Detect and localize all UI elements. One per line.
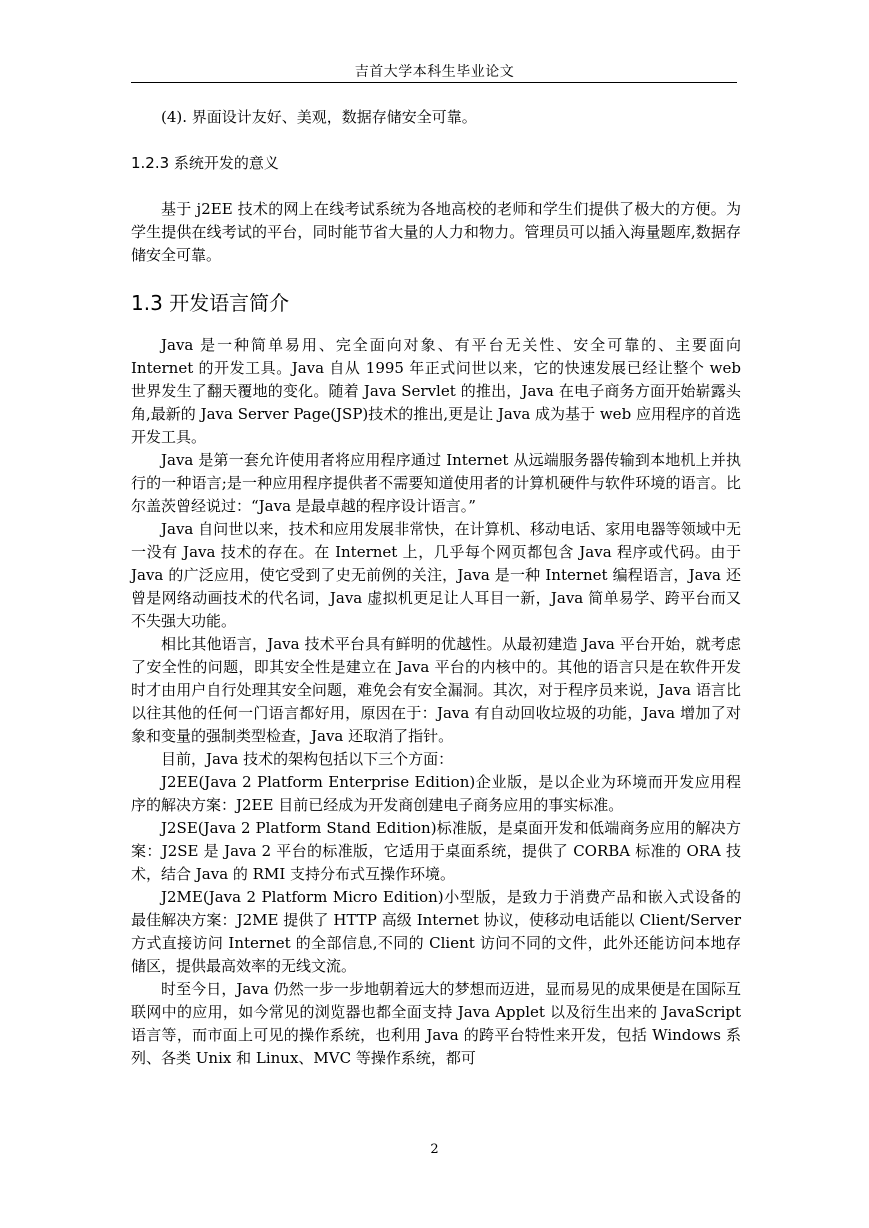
paragraph: 时至今日，Java 仍然一步一步地朝着远大的梦想而迈进，显而易见的成果便是在国际互联网中的应用，如今常见的浏览器也都全面支持 Java Applet 以及衍生出来的 JavaScript 语言等，而市面上可见的操作系统，也利用 Java 的跨平台特性来开发，包括 Windows 系列、各类 Unix 和 Linux、MVC 等操作系统，都可 [131, 980, 741, 1067]
header-rule [131, 82, 737, 83]
paragraph: 基于 j2EE 技术的网上在线考试系统为各地高校的老师和学生们提供了极大的方便。为学生提供在线考试的平台，同时能节省大量的人力和物力。管理员可以插入海量题库,数据存储安全可靠。 [131, 200, 741, 264]
paragraph: J2EE(Java 2 Platform Enterprise Edition)企业版，是以企业为环境而开发应用程序的解决方案：J2EE 目前已经成为开发商创建电子商务应用的事实标准。 [131, 773, 741, 814]
section-heading-1-2-3: 1.2.3 系统开发的意义 [131, 154, 279, 172]
spacer [131, 175, 741, 198]
paragraph: J2SE(Java 2 Platform Stand Edition)标准版，是桌面开发和低端商务应用的解决方案：J2SE 是 Java 2 平台的标准版，它适用于桌面系统，提供了 CORBA 标准的 ORA 技术，结合 Java 的 RMI 支持分布式互操作环境。 [131, 819, 741, 883]
paragraph: 目前，Java 技术的架构包括以下三个方面： [161, 750, 454, 768]
paragraph: J2ME(Java 2 Platform Micro Edition)小型版，是致力于消费产品和嵌入式设备的最佳解决方案：J2ME 提供了 HTTP 高级 Internet 协议，使移动电话能以 Client/Server 方式直接访问 Internet 的全部信息,不同的 Client 访问不同的文件，此外还能访问本地存储区，提供最高效率的无线文流。 [131, 888, 741, 975]
paragraph: 相比其他语言，Java 技术平台具有鲜明的优越性。从最初建造 Java 平台开始，就考虑了安全性的问题，即其安全性是建立在 Java 平台的内核中的。其他的语言只是在软件开发时才由用户自行处理其安全问题，难免会有安全漏洞。其次，对于程序员来说，Java 语言比以往其他的任何一门语言都好用，原因在于：Java 有自动回收垃圾的功能，Java 增加了对象和变量的强制类型检查，Java 还取消了指针。 [131, 635, 741, 745]
header-title: 吉首大学本科生毕业论文 [354, 64, 515, 80]
section-heading-1-3: 1.3 开发语言简介 [131, 291, 290, 315]
list-item-4: (4). 界面设计友好、美观，数据存储安全可靠。 [161, 108, 477, 126]
paragraph: Java 是一种简单易用、完全面向对象、有平台无关性、安全可靠的、主要面向 Internet 的开发工具。Java 自从 1995 年正式问世以来，它的快速发展已经让整个 web 世界发生了翻天覆地的变化。随着 Java Servlet 的推出，Java 在电子商务方面开始崭露头角,最新的 Java Server Page(JSP)技术的推出,更是让 Java 成为基于 web 应用程序的首选开发工具。 [131, 336, 741, 446]
page-body [131, 100, 741, 1070]
paragraph: Java 自问世以来，技术和应用发展非常快，在计算机、移动电话、家用电器等领域中无一没有 Java 技术的存在。在 Internet 上，几乎每个网页都包含 Java 程序或代码。由于 Java 的广泛应用，使它受到了史无前例的关注，Java 是一种 Internet 编程语言，Java 还曾是网络动画技术的代名词，Java 虚拟机更足让人耳目一新，Java 简单易学、跨平台而又不失强大功能。 [131, 520, 741, 630]
paragraph: Java 是第一套允许使用者将应用程序通过 Internet 从远端服务器传输到本地机上并执行的一种语言;是一种应用程序提供者不需要知道使用者的计算机硬件与软件环境的语言。比尔盖茨曾经说过：“Java 是最卓越的程序设计语言。” [131, 451, 741, 515]
page-number: 2 [430, 1142, 439, 1157]
